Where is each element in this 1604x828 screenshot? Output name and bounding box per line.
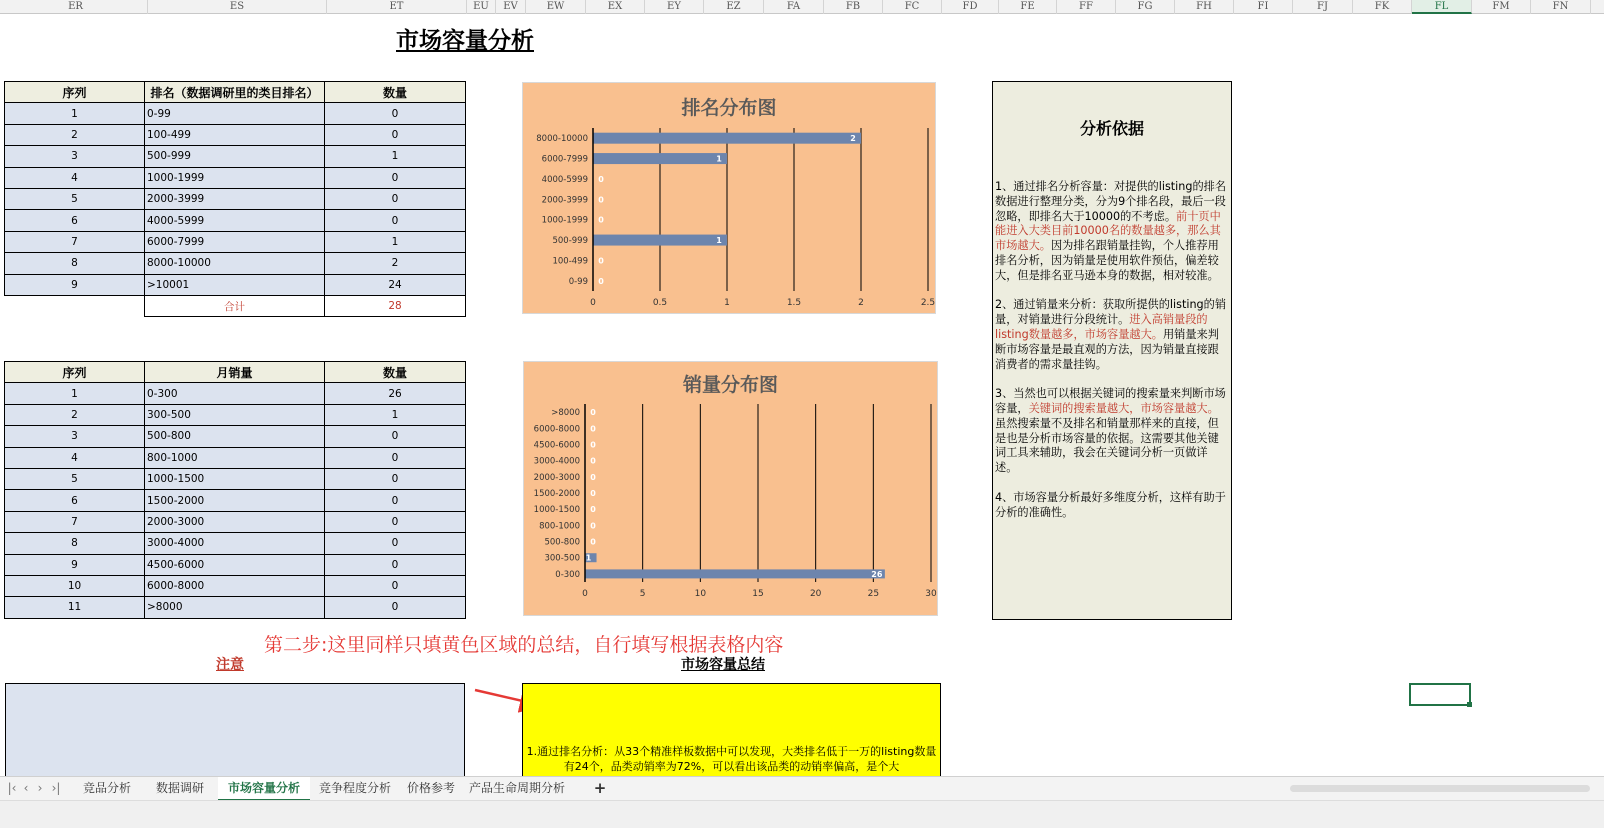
sales-table-cell[interactable]: 0-300 bbox=[145, 383, 325, 404]
column-header-fb[interactable]: FB bbox=[824, 0, 883, 14]
summary-label: 市场容量总结 bbox=[681, 657, 765, 673]
rank-table-cell[interactable]: 1 bbox=[325, 146, 466, 167]
column-header-ex[interactable]: EX bbox=[586, 0, 645, 14]
column-header-fd[interactable]: FD bbox=[942, 0, 999, 14]
rank-table-cell[interactable]: 8 bbox=[5, 253, 145, 274]
sales-table-row bbox=[5, 404, 466, 425]
sheet-tab[interactable]: 竞争程度分析 bbox=[318, 781, 391, 795]
rank-table-cell[interactable]: 5 bbox=[5, 188, 145, 209]
sales-header-seq[interactable]: 序列 bbox=[5, 362, 145, 383]
sales-table-cell[interactable]: 0 bbox=[325, 468, 466, 489]
analysis-paragraph-1 bbox=[995, 180, 1227, 284]
column-header-ev[interactable]: EV bbox=[496, 0, 526, 14]
y-tick-label: 6000-7999 bbox=[541, 154, 588, 165]
data-label: 0 bbox=[590, 456, 596, 466]
horizontal-scrollbar[interactable] bbox=[1290, 785, 1590, 792]
data-label: 0 bbox=[590, 521, 596, 531]
column-header-eu[interactable]: EU bbox=[467, 0, 496, 14]
sales-table-row bbox=[5, 447, 466, 468]
rank-chart-title: 排名分布图 bbox=[681, 97, 777, 119]
sales-table-row bbox=[5, 597, 466, 618]
rank-table-cell[interactable]: 2 bbox=[5, 124, 145, 145]
sales-table-row bbox=[5, 383, 466, 404]
column-header-es[interactable]: ES bbox=[148, 0, 327, 14]
rank-table-row bbox=[5, 167, 466, 188]
rank-table-cell[interactable]: 0 bbox=[325, 103, 466, 124]
x-tick-label: 30 bbox=[925, 589, 937, 599]
rank-table-cell[interactable]: 1000-1999 bbox=[145, 167, 325, 188]
rank-table-row bbox=[5, 188, 466, 209]
selected-cell[interactable] bbox=[1409, 683, 1471, 706]
x-tick-label: 0.5 bbox=[652, 298, 668, 308]
y-tick-label: 500-800 bbox=[544, 537, 580, 548]
rank-table bbox=[4, 81, 466, 317]
rank-table-cell[interactable]: 2 bbox=[325, 253, 466, 274]
analysis-basis-box[interactable] bbox=[992, 81, 1232, 620]
sales-table-cell[interactable]: 500-800 bbox=[145, 426, 325, 447]
rank-header-count[interactable]: 数量 bbox=[325, 82, 466, 103]
sales-table-cell[interactable]: 0 bbox=[325, 575, 466, 596]
data-label: 0 bbox=[598, 256, 604, 266]
sheet-tab[interactable]: 市场容量分析 bbox=[218, 777, 310, 801]
x-tick-label: 25 bbox=[867, 589, 880, 599]
y-tick-label: 0-99 bbox=[568, 276, 588, 287]
column-header-fk[interactable]: FK bbox=[1353, 0, 1412, 14]
sales-table-cell[interactable]: 0 bbox=[325, 533, 466, 554]
sales-table-cell[interactable]: 0 bbox=[325, 597, 466, 618]
rank-table-cell[interactable]: 4 bbox=[5, 167, 145, 188]
sales-header-range[interactable]: 月销量 bbox=[145, 362, 325, 383]
rank-table-row bbox=[5, 274, 466, 295]
sales-table-cell[interactable]: 2000-3000 bbox=[145, 511, 325, 532]
rank-table-row bbox=[5, 103, 466, 124]
data-label: 0 bbox=[590, 472, 596, 482]
data-label: 0 bbox=[598, 195, 604, 205]
column-header-et[interactable]: ET bbox=[327, 0, 467, 14]
column-header-ey[interactable]: EY bbox=[645, 0, 704, 14]
sales-table-cell[interactable]: 2 bbox=[5, 404, 145, 425]
sales-table-cell[interactable]: 3 bbox=[5, 426, 145, 447]
y-tick-label: 2000-3000 bbox=[533, 472, 580, 483]
rank-table-cell[interactable]: 0 bbox=[325, 210, 466, 231]
column-header-fh[interactable]: FH bbox=[1175, 0, 1234, 14]
sales-table-cell[interactable]: 1 bbox=[5, 383, 145, 404]
rank-distribution-chart[interactable] bbox=[522, 82, 936, 314]
x-tick-label: 2.5 bbox=[920, 298, 936, 308]
x-tick-label: 0 bbox=[590, 298, 596, 308]
y-tick-label: 1000-1999 bbox=[541, 215, 588, 226]
analysis-p3-text-2: 虽然搜索量不及排名和销量那样来的直接，但是也是分析市场容量的依据。这需要其他关键词工具来辅助，我会在关键词分析一页做详述。 bbox=[995, 416, 1219, 475]
rank-table-total-label[interactable]: 合计 bbox=[145, 295, 325, 316]
sales-table-row bbox=[5, 511, 466, 532]
column-header-fj[interactable]: FJ bbox=[1293, 0, 1353, 14]
rank-header-range[interactable]: 排名（数据调研里的类目排名） bbox=[145, 82, 325, 103]
column-header-fc[interactable]: FC bbox=[883, 0, 942, 14]
sales-header-count[interactable]: 数量 bbox=[325, 362, 466, 383]
sheet-tab[interactable]: 产品生命周期分析 bbox=[468, 781, 565, 795]
y-tick-label: 800-1000 bbox=[539, 521, 580, 532]
rank-table-cell[interactable]: 4000-5999 bbox=[145, 210, 325, 231]
rank-table-cell[interactable]: 0 bbox=[325, 188, 466, 209]
rank-table-cell[interactable]: 3 bbox=[5, 146, 145, 167]
sales-distribution-chart[interactable] bbox=[523, 361, 938, 616]
sales-table-cell[interactable]: 4500-6000 bbox=[145, 554, 325, 575]
rank-table-total-value[interactable]: 28 bbox=[325, 295, 466, 316]
rank-table-cell[interactable]: >10001 bbox=[145, 274, 325, 295]
page-title: 市场容量分析 bbox=[396, 27, 534, 54]
column-header-fg[interactable]: FG bbox=[1116, 0, 1175, 14]
rank-table-total-row bbox=[5, 295, 466, 316]
rank-table-cell[interactable]: 500-999 bbox=[145, 146, 325, 167]
column-header-fm[interactable]: FM bbox=[1472, 0, 1531, 14]
analysis-body bbox=[995, 180, 1227, 535]
data-label: 0 bbox=[598, 174, 604, 184]
rank-table-row bbox=[5, 253, 466, 274]
x-tick-label: 0 bbox=[582, 589, 588, 599]
y-tick-label: 300-500 bbox=[544, 553, 580, 564]
sales-table-cell[interactable]: 300-500 bbox=[145, 404, 325, 425]
rank-table-cell[interactable]: 24 bbox=[325, 274, 466, 295]
sheet-tab[interactable]: 数据调研 bbox=[155, 781, 204, 795]
analysis-p1-text: 1、通过排名分析容量：对提供的listing的排名数据进行整理分类，分为9个排名段，最后一段忽略，即排名大于10000的不考虑。 bbox=[995, 180, 1227, 223]
sales-table-cell[interactable]: 4 bbox=[5, 447, 145, 468]
sheet-tab[interactable]: 竞品分析 bbox=[82, 781, 131, 795]
sales-chart-plot bbox=[524, 362, 939, 617]
x-tick-label: 1 bbox=[724, 298, 730, 308]
sales-table-cell[interactable]: 3000-4000 bbox=[145, 533, 325, 554]
x-tick-label: 2 bbox=[858, 298, 864, 308]
prev-sheet-icon[interactable]: ‹ bbox=[23, 781, 29, 795]
column-header-fn[interactable]: FN bbox=[1531, 0, 1591, 14]
sales-table-cell[interactable]: 6 bbox=[5, 490, 145, 511]
bar[interactable] bbox=[593, 133, 861, 144]
instruction-annotation: 第二步:这里同样只填黄色区域的总结，自行填写根据表格内容 bbox=[264, 634, 784, 656]
sales-table-cell[interactable]: 1000-1500 bbox=[145, 468, 325, 489]
sales-table-cell[interactable]: 6000-8000 bbox=[145, 575, 325, 596]
x-tick-label: 1.5 bbox=[786, 298, 802, 308]
rank-table-row bbox=[5, 210, 466, 231]
sales-chart-title: 销量分布图 bbox=[682, 374, 778, 396]
data-label: 0 bbox=[590, 408, 596, 418]
first-sheet-icon[interactable]: |‹ bbox=[7, 781, 17, 795]
analysis-p3-highlight: 关键词的搜索量越大，市场容量越大。 bbox=[1028, 401, 1219, 415]
sales-table-cell[interactable]: 0 bbox=[325, 447, 466, 468]
data-label: 0 bbox=[598, 215, 604, 225]
rank-table-cell[interactable]: 1 bbox=[5, 103, 145, 124]
analysis-p2-text: 2、通过销量来分析：获取所提供的listing的销量，对销量进行分段统计。 bbox=[995, 298, 1227, 327]
column-header-ez[interactable]: EZ bbox=[704, 0, 764, 14]
sales-table-cell[interactable]: 1500-2000 bbox=[145, 490, 325, 511]
analysis-paragraph-2 bbox=[995, 298, 1227, 372]
column-header-ff[interactable]: FF bbox=[1057, 0, 1116, 14]
rank-table-cell[interactable]: 9 bbox=[5, 274, 145, 295]
bar[interactable] bbox=[593, 235, 727, 246]
rank-table-total-blank[interactable] bbox=[5, 295, 145, 316]
sales-table-row bbox=[5, 554, 466, 575]
data-label: 0 bbox=[590, 537, 596, 547]
y-tick-label: 2000-3999 bbox=[541, 195, 588, 206]
x-tick-label: 20 bbox=[809, 589, 822, 599]
summary-input-area[interactable] bbox=[522, 683, 941, 783]
data-label: 0 bbox=[590, 424, 596, 434]
rank-table-cell[interactable]: 6 bbox=[5, 210, 145, 231]
analysis-paragraph-4: 4、市场容量分析最好多维度分析，这样有助于分析的准确性。 bbox=[995, 490, 1226, 519]
rank-table-cell[interactable]: 0 bbox=[325, 167, 466, 188]
analysis-p1-highlight: 前十页中能进入大类目前10000名的数量越多，那么其市场越大。 bbox=[995, 209, 1221, 253]
rank-header-seq[interactable]: 序列 bbox=[5, 82, 145, 103]
note-label: 注意 bbox=[216, 657, 244, 673]
x-tick-label: 5 bbox=[639, 589, 646, 599]
y-tick-label: 3000-4000 bbox=[533, 456, 580, 467]
last-sheet-icon[interactable]: ›| bbox=[51, 781, 61, 795]
status-bar bbox=[0, 800, 1604, 828]
data-label: 0 bbox=[590, 505, 596, 515]
column-header-fl[interactable]: FL bbox=[1412, 0, 1472, 14]
data-label: 0 bbox=[598, 276, 604, 286]
column-header-er[interactable]: ER bbox=[4, 0, 148, 14]
sales-table-row bbox=[5, 575, 466, 596]
analysis-p1-text-2: 因为排名跟销量挂钩，个人推荐用排名分析，因为销量是使用软件预估，偏差较大，但是排名亚马逊本身的数据，相对较准。 bbox=[995, 239, 1219, 282]
sales-table-row bbox=[5, 468, 466, 489]
rank-table-cell[interactable]: 0 bbox=[325, 124, 466, 145]
rank-table-cell[interactable]: 8000-10000 bbox=[145, 253, 325, 274]
bar[interactable] bbox=[585, 569, 885, 578]
column-header-ew[interactable]: EW bbox=[526, 0, 586, 14]
y-tick-label: 1000-1500 bbox=[533, 505, 580, 516]
sales-table-cell[interactable]: 26 bbox=[325, 383, 466, 404]
data-label: 1 bbox=[716, 154, 722, 164]
sales-table-row bbox=[5, 426, 466, 447]
y-tick-label: 500-999 bbox=[552, 236, 588, 247]
analysis-p3-text: 3、当然也可以根据关键词的搜索量来判断市场容量， bbox=[995, 387, 1226, 415]
sales-table-cell[interactable]: 10 bbox=[5, 575, 145, 596]
column-header-fa[interactable]: FA bbox=[764, 0, 824, 14]
rank-chart-plot bbox=[523, 83, 937, 315]
bar[interactable] bbox=[593, 153, 727, 164]
y-tick-label: 4000-5999 bbox=[541, 174, 588, 185]
sales-table-cell[interactable]: 0 bbox=[325, 426, 466, 447]
analysis-paragraph-3 bbox=[995, 387, 1227, 476]
fill-handle[interactable] bbox=[1467, 702, 1472, 707]
sales-table-cell[interactable]: 11 bbox=[5, 597, 145, 618]
data-label: 1 bbox=[716, 236, 722, 246]
rank-table-row bbox=[5, 146, 466, 167]
data-label: 0 bbox=[590, 489, 596, 498]
rank-table-row bbox=[5, 124, 466, 145]
sales-table-cell[interactable]: 0 bbox=[325, 554, 466, 575]
analysis-p2-highlight: 进入高销量段的listing数量越多，市场容量越大。 bbox=[995, 313, 1208, 341]
sales-table-cell[interactable]: 0 bbox=[325, 490, 466, 511]
sales-table-row bbox=[5, 533, 466, 554]
rank-table-cell[interactable]: 0-99 bbox=[145, 103, 325, 124]
sales-table-row bbox=[5, 490, 466, 511]
x-tick-label: 10 bbox=[694, 589, 707, 599]
analysis-p2-text-2: 用销量来判断市场容量是最直观的方法，因为销量直接跟消费者的需求量挂钩。 bbox=[995, 327, 1219, 371]
rank-table-cell[interactable]: 6000-7999 bbox=[145, 231, 325, 252]
rank-table-cell[interactable]: 100-499 bbox=[145, 124, 325, 145]
sheet-tab[interactable]: 价格参考 bbox=[406, 781, 455, 795]
data-label: 26 bbox=[871, 569, 883, 579]
next-sheet-icon[interactable]: › bbox=[37, 781, 43, 795]
rank-table-row bbox=[5, 231, 466, 252]
column-header-fe[interactable]: FE bbox=[999, 0, 1057, 14]
sales-table bbox=[4, 361, 466, 619]
sales-table-cell[interactable]: 1 bbox=[325, 404, 466, 425]
column-header-fi[interactable]: FI bbox=[1234, 0, 1293, 14]
x-tick-label: 15 bbox=[752, 589, 764, 599]
y-tick-label: 6000-8000 bbox=[533, 424, 580, 435]
y-tick-label: 100-499 bbox=[552, 256, 588, 267]
sales-table-cell[interactable]: 8 bbox=[5, 533, 145, 554]
data-label: 1 bbox=[585, 553, 592, 563]
sales-table-cell[interactable]: 800-1000 bbox=[145, 447, 325, 468]
add-sheet-button[interactable]: + bbox=[593, 779, 607, 797]
summary-text: 1.通过排名分析：从33个精准样板数据中可以发现，大类排名低于一万的listing数量有24个，品类动销率为72%，可以看出该品类的动销率偏高，是个大 bbox=[526, 745, 937, 773]
analysis-title: 分析依据 bbox=[1079, 119, 1144, 138]
sales-table-cell[interactable]: 5 bbox=[5, 468, 145, 489]
sales-table-cell[interactable]: 9 bbox=[5, 554, 145, 575]
y-tick-label: >8000 bbox=[551, 408, 580, 419]
rank-table-cell[interactable]: 2000-3999 bbox=[145, 188, 325, 209]
sales-table-cell[interactable]: 0 bbox=[325, 511, 466, 532]
sales-table-cell[interactable]: >8000 bbox=[145, 597, 325, 618]
note-input-area[interactable] bbox=[5, 683, 465, 783]
y-tick-label: 4500-6000 bbox=[533, 440, 580, 451]
column-header-bar bbox=[0, 0, 1604, 14]
sales-table-cell[interactable]: 7 bbox=[5, 511, 145, 532]
y-tick-label: 8000-10000 bbox=[536, 134, 588, 145]
y-tick-label: 1500-2000 bbox=[533, 489, 580, 499]
data-label: 2 bbox=[850, 134, 856, 144]
data-label: 0 bbox=[590, 440, 596, 450]
rank-table-cell[interactable]: 1 bbox=[325, 231, 466, 252]
y-tick-label: 0-300 bbox=[555, 569, 580, 580]
rank-table-cell[interactable]: 7 bbox=[5, 231, 145, 252]
